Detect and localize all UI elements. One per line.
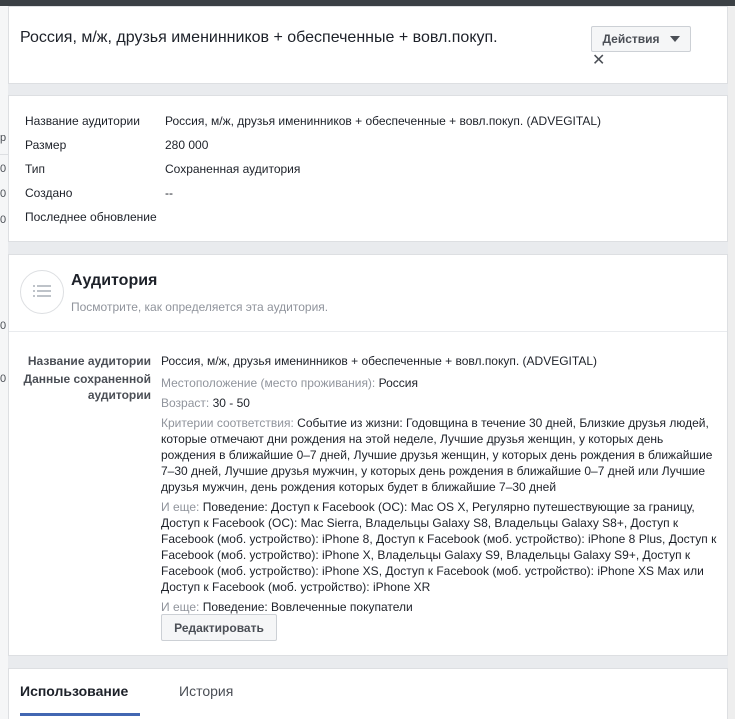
audience-name-value: Россия, м/ж, друзья именинников + обеспеченные + вовл.покуп. (ADVEGITAL) [161,354,597,368]
location-value: Россия [378,376,418,390]
background-fragment: 0 [0,320,7,332]
audience-definition-card [8,254,728,656]
background-fragment: 0 [0,214,7,226]
page-title: Россия, м/ж, друзья именинников + обеспеченные + вовл.покуп. [20,29,498,46]
tab-bar [8,668,728,719]
audience-info-card [8,95,728,242]
divider [9,331,727,332]
info-label: Тип [25,162,46,176]
info-label: Размер [25,138,67,152]
active-tab-indicator [20,713,140,716]
info-label: Создано [25,186,73,200]
info-label: Название аудитории [25,114,140,128]
list-icon [20,270,64,314]
tab-history[interactable]: История [179,683,234,699]
info-value: 280 000 [165,138,209,152]
more-value: Поведение: Доступ к Facebook (ОС): Mac OS X, Регулярно путешествующие за границу, Доступ к Facebook (ОС): Mac Sierra, Владельцы Galaxy S8, Владельцы Galaxy S8+, Доступ к Facebook (моб. устройство): iPhone 8, Доступ к Facebook (моб. устройство): iPhone 8 Plus, Доступ к Facebook (моб. устройство): iPhone X, Владельцы Galaxy S9, Владельцы Galaxy S9+, Доступ к Facebook (моб. устройство): iPhone XS, Доступ к Facebook (моб. устройство): iPhone XS Max или Доступ к Facebook (моб. устройство): iPhone XR [161,500,717,594]
criteria-value: Событие из жизни: Годовщина в течение 30 дней, Близкие друзья людей, которые отмечают дни рождения на этой неделе, Лучшие друзья женщин, у которых день рождения в ближайшие 0–7 дней, Лучшие друзья женщин, у которых день рождения в ближайшие 7–30 дней, Лучшие друзья мужчин, у которых день рождения в ближайшие 0–7 дней или Лучшие друзья мужчин, день рождения которых будет в ближайшие 7–30 дней [161,416,713,494]
actions-label: Действия [602,32,660,46]
actions-button[interactable] [591,26,691,52]
section-subtitle: Посмотрите, как определяется эта аудитория. [71,300,329,314]
scrollbar[interactable] [728,6,735,719]
more-value: Поведение: Вовлеченные покупатели [202,600,413,614]
background-fragment: р [0,132,7,144]
background-fragment: 0 [0,163,7,175]
location-line [161,375,717,391]
background-fragment: 0 [0,188,7,200]
more-label: И еще: [161,600,200,614]
panel-header [8,6,728,84]
edit-button[interactable]: Редактировать [161,614,277,641]
background-table-strip [0,6,8,719]
more-behaviors-line [161,499,717,595]
criteria-line [161,415,717,495]
age-label: Возраст: [161,396,210,410]
info-value: Россия, м/ж, друзья именинников + обеспеченные + вовл.покуп. (ADVEGITAL) [165,114,601,128]
age-value: 30 - 50 [212,396,250,410]
more-label: И еще: [161,500,200,514]
caret-down-icon [670,36,680,42]
tab-usage[interactable]: Использование [20,683,129,699]
more-engaged-line [161,599,717,615]
location-label: Местоположение (место проживания): [161,376,376,390]
info-label: Последнее обновление [25,210,157,224]
criteria-label: Критерии соответствия: [161,416,294,430]
section-title: Аудитория [71,272,158,289]
age-line [161,395,717,411]
close-icon[interactable]: ✕ [592,52,606,69]
saved-audience-label: Данные сохраненной аудитории [23,372,151,402]
background-fragment: 0 [0,373,7,385]
info-value: Сохраненная аудитория [165,162,301,176]
info-value: -- [165,186,173,200]
audience-detail-panel [8,6,728,719]
audience-name-label: Название аудитории [27,354,151,368]
